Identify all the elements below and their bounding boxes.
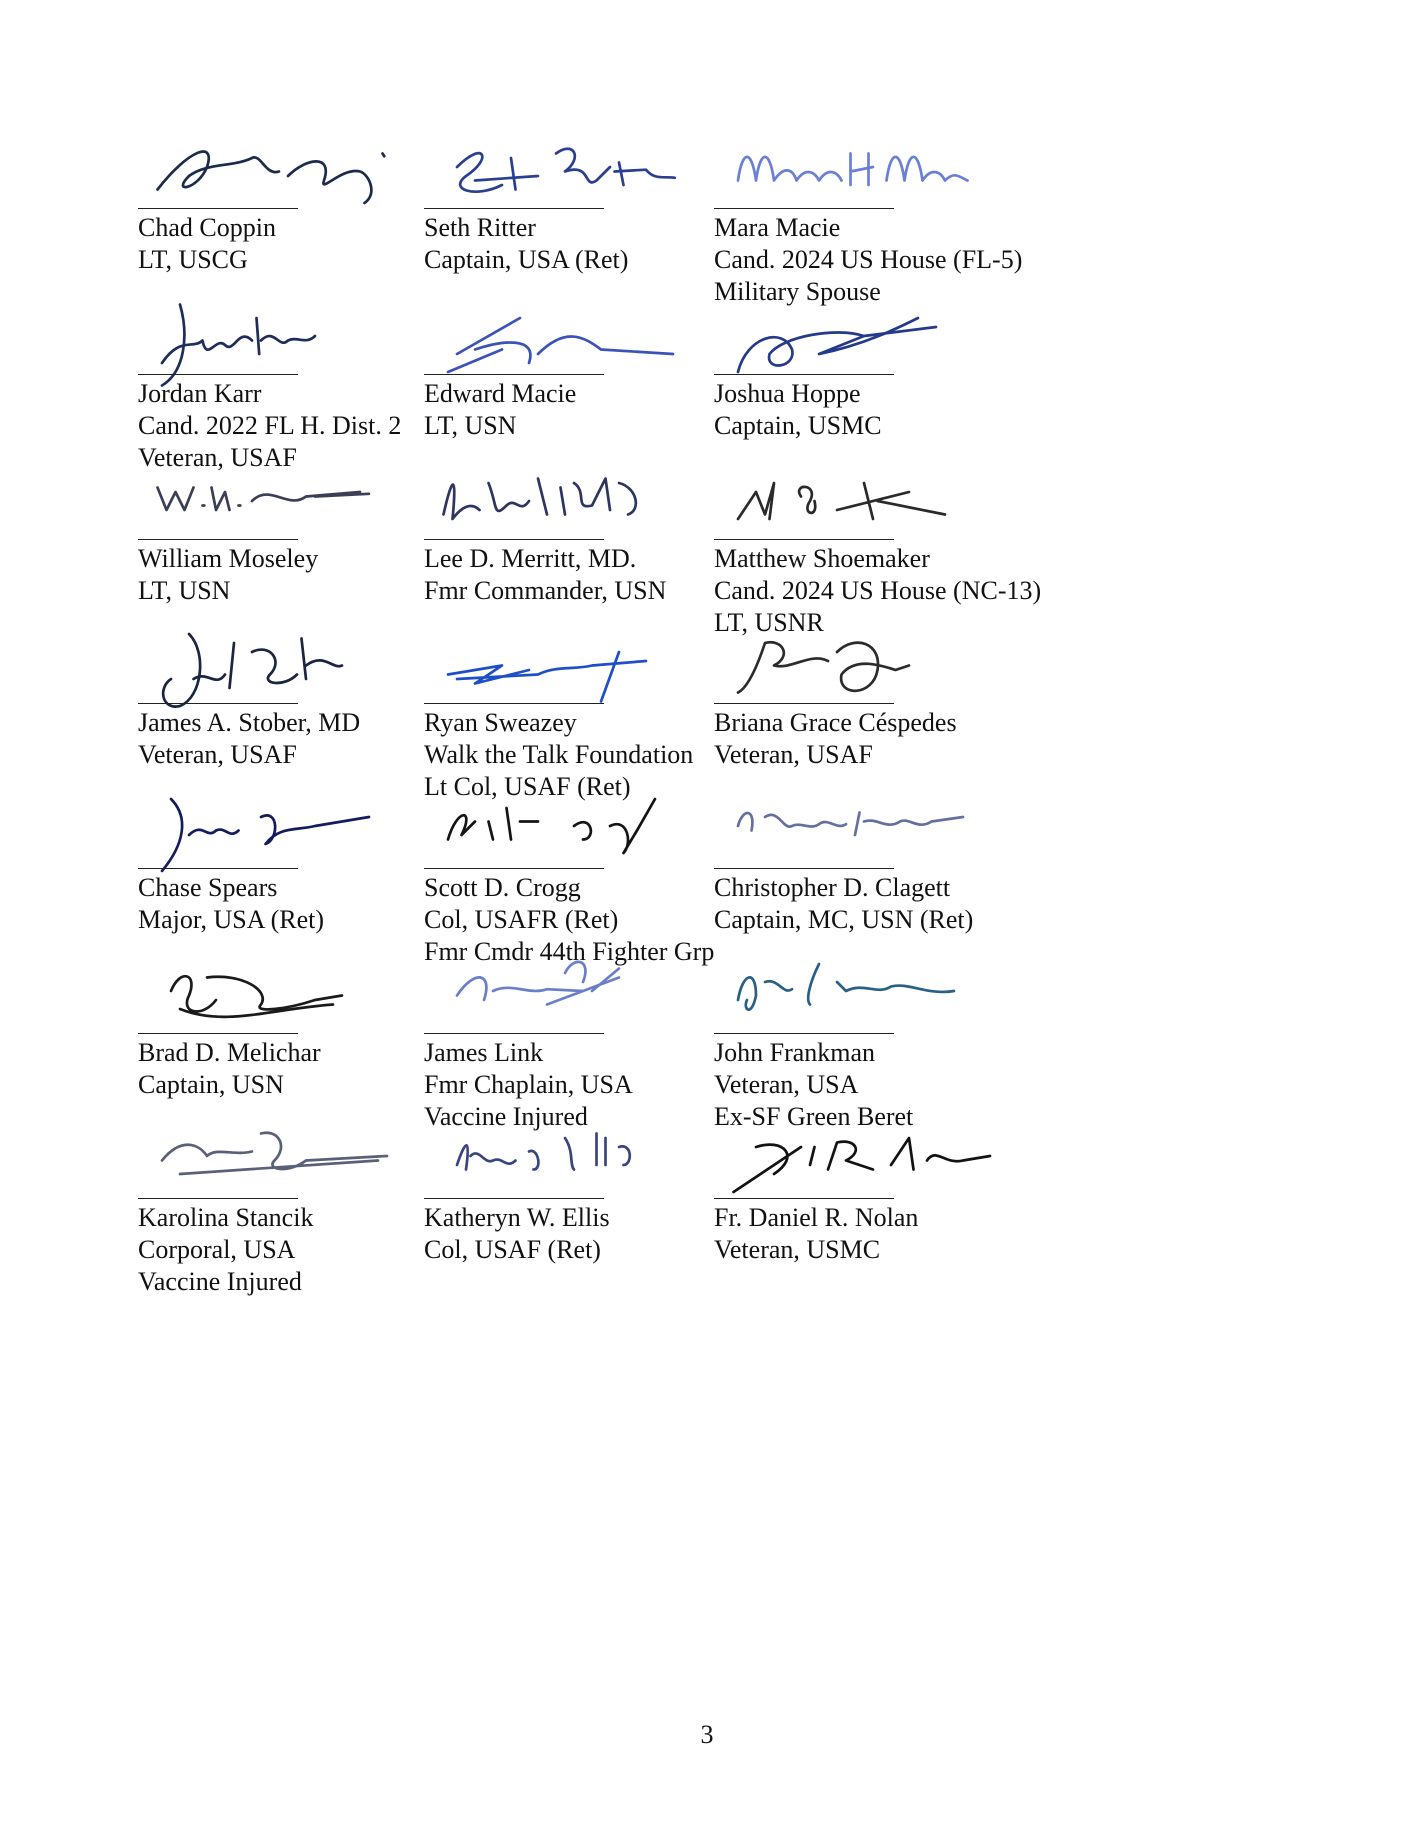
- signatory-info: [138, 1202, 313, 1298]
- signatory-info: [714, 378, 882, 442]
- signatory-name: Lee D. Merritt, MD.: [424, 544, 637, 573]
- signatory-title: Cand. 2024 US House (NC-13): [714, 576, 1042, 605]
- signature-image: [123, 790, 453, 880]
- signatory-title: LT, USCG: [138, 245, 248, 274]
- signatory-title: Veteran, USMC: [714, 1235, 881, 1264]
- signature-block: [409, 790, 739, 966]
- signatory-name: Seth Ritter: [424, 213, 536, 242]
- signatory-title: Col, USAFR (Ret): [424, 905, 619, 934]
- signature-image: [409, 790, 739, 880]
- signatory-name: Fr. Daniel R. Nolan: [714, 1203, 919, 1232]
- signatory-title: Ex-SF Green Beret: [714, 1102, 914, 1131]
- signature-line: [138, 703, 298, 704]
- signatory-info: [424, 1037, 633, 1133]
- signature-image: [699, 300, 1029, 390]
- signatory-name: Chase Spears: [138, 873, 278, 902]
- signatory-title: Lt Col, USAF (Ret): [424, 772, 631, 801]
- signatory-info: [138, 212, 276, 276]
- signatory-info: [714, 1202, 918, 1266]
- signature-block: [699, 1120, 1029, 1280]
- signatory-info: [424, 707, 693, 803]
- signature-block: [409, 465, 739, 625]
- signature-image: [123, 465, 453, 555]
- signature-block: [123, 140, 453, 300]
- signatory-info: [714, 707, 957, 771]
- signature-block: [123, 625, 453, 785]
- signature-line: [138, 1033, 298, 1034]
- signatory-name: Ryan Sweazey: [424, 708, 577, 737]
- signatory-info: [138, 872, 324, 936]
- signature-line: [424, 1198, 604, 1199]
- signature-image: [409, 1120, 739, 1210]
- signature-image: [699, 1120, 1029, 1210]
- signature-block: [699, 300, 1029, 460]
- signature-line: [424, 208, 604, 209]
- signature-line: [138, 539, 298, 540]
- signature-block: [409, 300, 739, 460]
- signature-block: [409, 140, 739, 300]
- signatory-title: Corporal, USA: [138, 1235, 296, 1264]
- signature-image: [123, 300, 453, 390]
- signatory-name: Mara Macie: [714, 213, 841, 242]
- signatory-name: Brad D. Melichar: [138, 1038, 321, 1067]
- signatory-info: [138, 378, 401, 474]
- signature-block: [123, 1120, 453, 1296]
- signature-line: [714, 1033, 894, 1034]
- signature-line: [714, 868, 894, 869]
- signatory-title: Major, USA (Ret): [138, 905, 324, 934]
- signature-line: [138, 868, 298, 869]
- signature-line: [714, 703, 894, 704]
- signature-line: [714, 1198, 894, 1199]
- signatory-info: [714, 1037, 913, 1133]
- signatory-title: Vaccine Injured: [424, 1102, 588, 1131]
- signature-line: [138, 1198, 298, 1199]
- signature-image: [409, 300, 739, 390]
- signatory-name: Edward Macie: [424, 379, 577, 408]
- signatory-name: Matthew Shoemaker: [714, 544, 930, 573]
- signature-block: [409, 625, 739, 801]
- signature-block: [409, 955, 739, 1131]
- signatory-name: William Moseley: [138, 544, 319, 573]
- signatory-title: Veteran, USA: [714, 1070, 859, 1099]
- signature-image: [699, 465, 1029, 555]
- signature-block: [699, 790, 1029, 950]
- signatory-title: Captain, USMC: [714, 411, 882, 440]
- signatory-info: [714, 212, 1022, 308]
- signatory-title: Captain, USA (Ret): [424, 245, 629, 274]
- signature-block: [699, 955, 1029, 1131]
- signature-block: [409, 1120, 739, 1280]
- signatory-name: Jordan Karr: [138, 379, 262, 408]
- signatory-info: [424, 378, 576, 442]
- signature-line: [424, 1033, 604, 1034]
- signatory-name: Scott D. Crogg: [424, 873, 581, 902]
- signature-block: [699, 465, 1042, 637]
- signatory-info: [138, 543, 318, 607]
- signatory-title: Veteran, USAF: [138, 740, 297, 769]
- signature-block: [123, 790, 453, 950]
- signatory-title: Veteran, USAF: [714, 740, 873, 769]
- signature-line: [714, 374, 894, 375]
- signatory-title: Captain, USN: [138, 1070, 284, 1099]
- signatory-title: LT, USN: [424, 411, 517, 440]
- signatory-title: Walk the Talk Foundation: [424, 740, 694, 769]
- signatory-title: LT, USN: [138, 576, 231, 605]
- signatory-info: [424, 1202, 610, 1266]
- signature-line: [424, 868, 604, 869]
- signatory-title: Vaccine Injured: [138, 1267, 302, 1296]
- signatory-title: Fmr Chaplain, USA: [424, 1070, 633, 1099]
- signatory-name: Christopher D. Clagett: [714, 873, 951, 902]
- signatory-title: Veteran, USAF: [138, 443, 297, 472]
- signatory-title: Col, USAF (Ret): [424, 1235, 601, 1264]
- signature-image: [123, 1120, 453, 1210]
- signature-block: [699, 140, 1029, 306]
- signature-block: [123, 465, 453, 625]
- signatory-title: Captain, MC, USN (Ret): [714, 905, 974, 934]
- signatory-title: Fmr Commander, USN: [424, 576, 667, 605]
- signature-line: [138, 374, 298, 375]
- signature-block: [123, 955, 453, 1115]
- signatory-info: [424, 543, 666, 607]
- signature-image: [409, 625, 739, 715]
- signature-line: [424, 703, 604, 704]
- signature-line: [714, 539, 894, 540]
- signatory-title: LT, USNR: [714, 608, 824, 637]
- signature-line: [424, 539, 604, 540]
- signature-image: [409, 465, 739, 555]
- signatory-info: [424, 872, 714, 968]
- signatory-name: Briana Grace Céspedes: [714, 708, 957, 737]
- signatory-name: Chad Coppin: [138, 213, 276, 242]
- signatory-name: Karolina Stancik: [138, 1203, 314, 1232]
- signature-image: [123, 625, 453, 715]
- signatory-name: Joshua Hoppe: [714, 379, 861, 408]
- signature-line: [714, 208, 894, 209]
- signature-image: [409, 955, 739, 1045]
- signature-block: [123, 300, 453, 472]
- signatory-info: [714, 872, 973, 936]
- signature-image: [699, 790, 1029, 880]
- signatory-title: Fmr Cmdr 44th Fighter Grp: [424, 937, 715, 966]
- page-number: 3: [700, 1720, 714, 1749]
- signature-line: [424, 374, 604, 375]
- signature-image: [699, 955, 1029, 1045]
- signature-image: [699, 625, 1029, 715]
- signatory-name: James A. Stober, MD: [138, 708, 361, 737]
- signatory-info: [138, 707, 360, 771]
- signatory-info: [424, 212, 628, 276]
- signatory-name: John Frankman: [714, 1038, 876, 1067]
- signatory-title: Military Spouse: [714, 277, 881, 306]
- signatory-title: Cand. 2024 US House (FL-5): [714, 245, 1023, 274]
- signature-image: [123, 955, 453, 1045]
- signature-block: [699, 625, 1029, 785]
- signatory-info: [138, 1037, 321, 1101]
- signature-line: [138, 208, 298, 209]
- signatory-name: Katheryn W. Ellis: [424, 1203, 610, 1232]
- signatory-name: James Link: [424, 1038, 544, 1067]
- signatory-title: Cand. 2022 FL H. Dist. 2: [138, 411, 402, 440]
